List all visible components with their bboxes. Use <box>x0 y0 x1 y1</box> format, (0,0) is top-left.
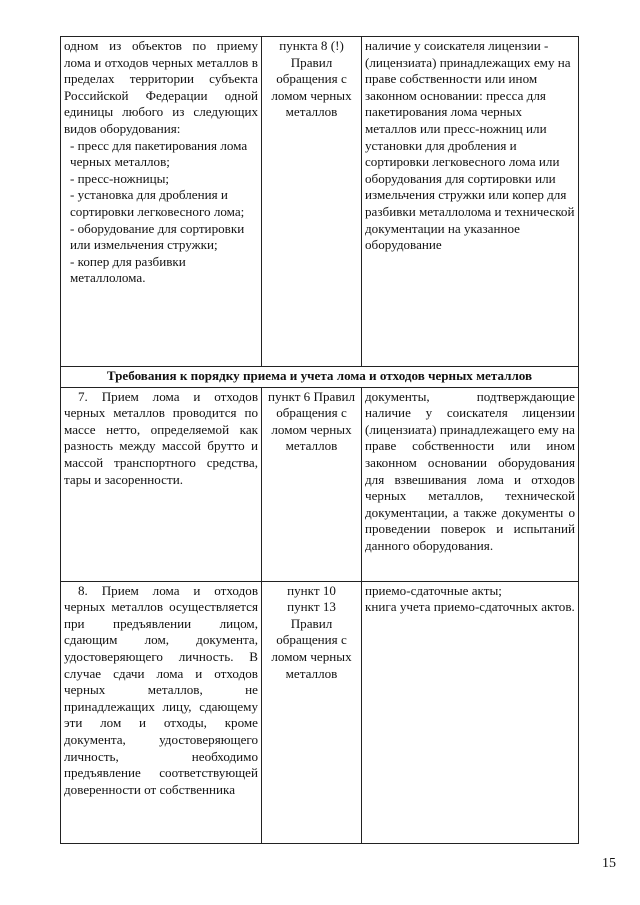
documents-cell: наличие у соискателя лицензии - (лицензиата) принадлежащих ему на праве собственности или ином законном основании: пресса для пакетирования лома черных металлов или пресс-ножниц или установки для дробления и сортировки легковесного лома или оборудования для сортировки или измельчения стружки или копер для разбивки металлолома и технической документации на указанное оборудование <box>362 37 579 367</box>
reference-line: Правил обращения с ломом черных металлов <box>271 615 352 681</box>
equipment-item: - пресс-ножницы; <box>70 170 170 186</box>
equipment-item: - копер для разбивки металлолома. <box>70 253 186 286</box>
table-row <box>61 37 579 367</box>
table-row <box>61 581 579 843</box>
equipment-item: - оборудование для сортировки или измельчения стружки; <box>70 220 245 253</box>
section-header-row <box>61 367 579 388</box>
legal-reference-cell: пункт 6 Правил обращения с ломом черных металлов <box>262 387 362 581</box>
requirement-text: одном из объектов по приему лома и отходов черных металлов в пределах территории субъекта Российской Федерации одной единицы любого из следующих видов оборудования: <box>64 38 258 136</box>
page-number: 15 <box>602 856 616 871</box>
section-title: Требования к порядку приема и учета лома и отходов черных металлов <box>61 367 579 388</box>
equipment-item: - пресс для пакетирования лома черных металлов; <box>70 137 248 170</box>
reference-line: пункт 13 <box>287 599 336 615</box>
document-line: книга учета приемо-сдаточных актов. <box>365 599 575 615</box>
equipment-item: - установка для дробления и сортировки легковесного лома; <box>70 187 245 219</box>
table-row <box>61 387 579 581</box>
requirement-cell: 7. Прием лома и отходов черных металлов проводится по массе нетто, определяемой как разность между массой брутто и массой транспортного средства, тары и засоренности. <box>61 387 262 581</box>
requirement-cell <box>61 37 262 367</box>
legal-reference-cell <box>262 581 362 843</box>
documents-cell <box>362 581 579 843</box>
documents-cell: документы, подтверждающие наличие у соискателя лицензии (лицензиата) принадлежащего ему на праве собственности или ином законном основании оборудования для взвешивания лома и отходов черных металлов, технической документации, а также документы о проведении поверок и испытаний данного оборудования. <box>362 387 579 581</box>
requirements-table <box>60 36 579 844</box>
document-line: приемо-сдаточные акты; <box>365 582 502 598</box>
requirement-cell: 8. Прием лома и отходов черных металлов осуществляется при предъявлении лицом, сдающим лом, документа, удостоверяющего личность. В случае сдачи лома и отходов черных металлов, не принадлежащих лицу, сдающему эти лом и отходы, кроме документа, удостоверяющего личность, необходимо предъявление соответствующей доверенности от собственника <box>61 581 262 843</box>
reference-line: пункт 10 <box>287 582 336 598</box>
legal-reference-cell: пункта 8 (!) Правил обращения с ломом черных металлов <box>262 37 362 367</box>
